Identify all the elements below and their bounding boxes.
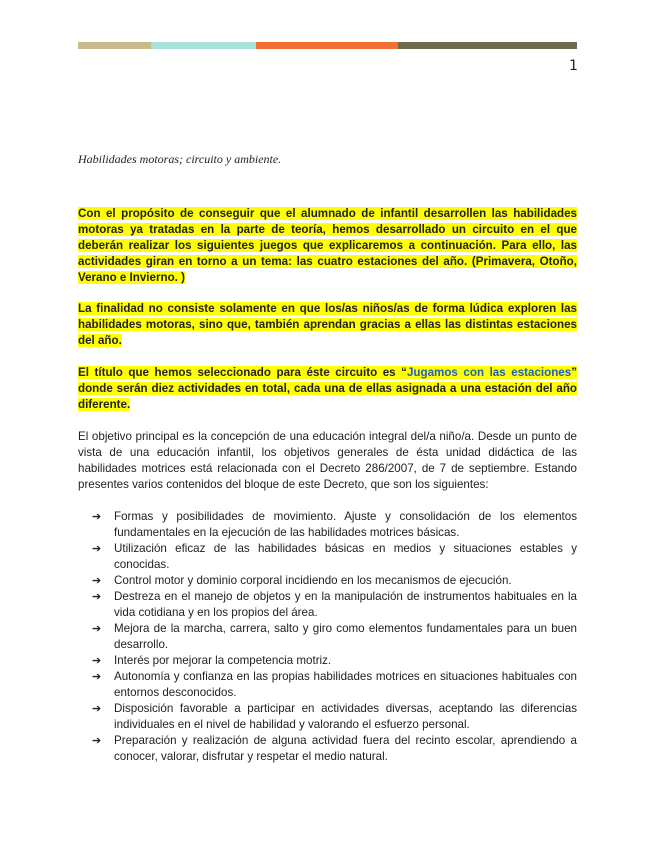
arrow-bullet-icon: ➔ [92,575,102,587]
list-item [78,653,577,669]
highlighted-text-3-after: ” donde serán diez actividades en total, cada una de ellas asignada a una estación del año diferente. [78,366,577,411]
arrow-bullet-icon: ➔ [92,591,102,603]
list-item [78,621,577,653]
arrow-bullet-icon: ➔ [92,655,102,667]
bar-segment-teal [151,42,256,49]
highlighted-paragraph-1 [78,206,577,286]
bar-segment-tan [78,42,151,49]
list-item [78,541,577,573]
arrow-bullet-icon: ➔ [92,623,102,635]
content-bullet-list [78,509,577,765]
list-item-text: Autonomía y confianza en las propias habilidades motrices en situaciones habituales con entornos desconocidos. [114,670,577,699]
highlighted-text-3-before: El título que hemos seleccionado para éste circuito es “ [78,366,407,379]
bar-segment-olive [398,42,577,49]
list-item-text: Disposición favorable a participar en actividades diversas, aceptando las diferencias individuales en el nivel de habilidad y valorando el esfuerzo personal. [114,702,577,731]
list-item-text: Utilización eficaz de las habilidades básicas en medios y situaciones estables y conocidas. [114,542,577,571]
list-item [78,733,577,765]
document-subtitle: Habilidades motoras; circuito y ambiente. [78,152,282,166]
header-color-bar [78,42,577,49]
list-item-text: Control motor y dominio corporal incidiendo en los mecanismos de ejecución. [114,574,512,587]
arrow-bullet-icon: ➔ [92,703,102,715]
list-item [78,589,577,621]
body-paragraph: El objetivo principal es la concepción de una educación integral del/a niño/a. Desde un punto de vista de una educación infantil, los objetivos generales de ésta unidad didáctica de las habilidades motrices está relacionada con el Decreto 286/2007, de 7 de septiembre. Estando presentes varios contenidos del bloque de este Decreto, que son los siguientes: [78,430,577,491]
list-item-text: Interés por mejorar la competencia motriz. [114,654,332,667]
highlighted-text-2: La finalidad no consiste solamente en que los/as niños/as de forma lúdica exploren las habilidades motoras, sino que, también aprendan gracias a ellas las distintas estaciones del año. [78,302,577,347]
circuit-title: Jugamos con las estaciones [406,366,572,379]
list-item-text: Preparación y realización de alguna actividad fuera del recinto escolar, aprendiendo a conocer, valorar, disfrutar y respetar el medio natural. [114,734,577,763]
list-item [78,573,577,589]
list-item [78,669,577,701]
list-item-text: Mejora de la marcha, carrera, salto y giro como elementos fundamentales para un buen desarrollo. [114,622,577,651]
highlighted-paragraph-3 [78,365,577,413]
arrow-bullet-icon: ➔ [92,671,102,683]
arrow-bullet-icon: ➔ [92,543,102,555]
highlighted-text-1: Con el propósito de conseguir que el alumnado de infantil desarrollen las habilidades motoras ya tratadas en la parte de teoría, hemos desarrollado un circuito en el que deberán realizar los siguientes juegos que explicaremos a continuación. Para ello, las actividades giran en torno a un tema: las cuatro estaciones del año. (Primavera, Otoño, Verano e Invierno. ) [78,207,577,284]
arrow-bullet-icon: ➔ [92,735,102,747]
highlighted-paragraph-2 [78,301,577,349]
list-item [78,509,577,541]
page-number: 1 [569,58,578,74]
list-item [78,701,577,733]
bar-segment-orange [256,42,398,49]
arrow-bullet-icon: ➔ [92,511,102,523]
list-item-text: Destreza en el manejo de objetos y en la manipulación de instrumentos habituales en la vida cotidiana y en los propios del área. [114,590,577,619]
list-item-text: Formas y posibilidades de movimiento. Ajuste y consolidación de los elementos fundamentales en la ejecución de las habilidades motrices básicas. [114,510,577,539]
